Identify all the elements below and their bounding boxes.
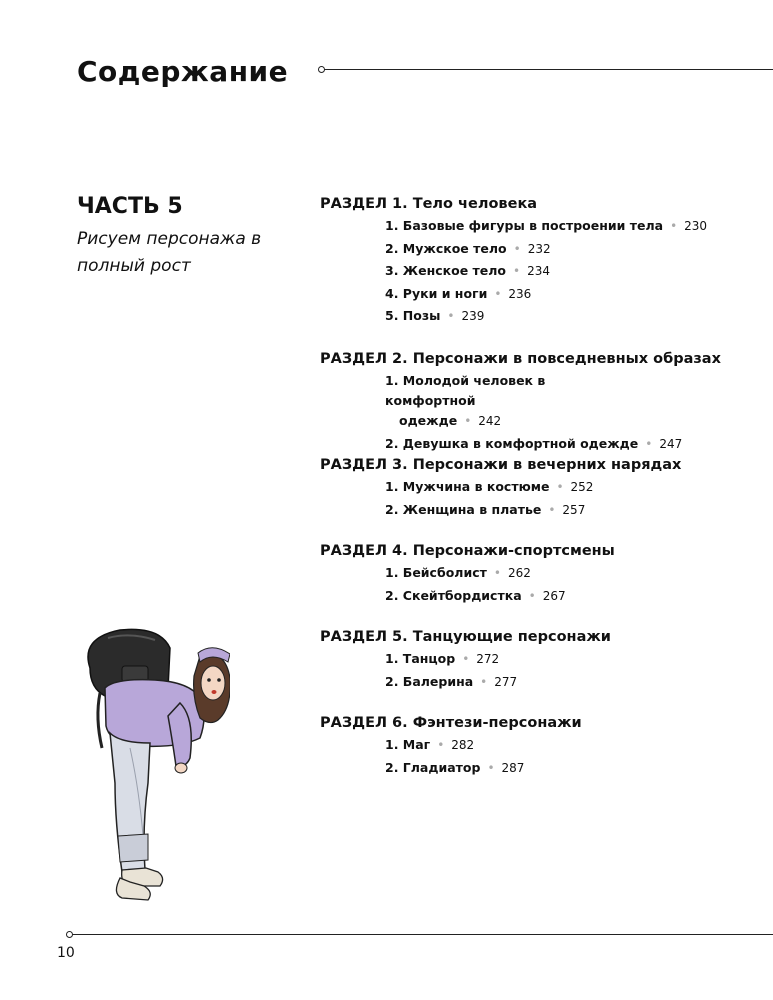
entry-list <box>385 649 760 692</box>
toc-section <box>320 453 760 539</box>
entry-label: 2. Гладиатор <box>385 759 481 775</box>
entry-label: 1. Мужчина в костюме <box>385 479 550 494</box>
bullet-separator: • <box>480 674 488 689</box>
section-title: РАЗДЕЛ 1. Тело человека <box>320 196 538 212</box>
section-title: РАЗДЕЛ 2. Персонажи в повседневных образах <box>320 351 721 367</box>
entry-page-number: 234 <box>527 264 550 278</box>
toc-entry[interactable] <box>385 239 760 259</box>
bullet-separator: • <box>548 502 556 517</box>
toc-entry[interactable] <box>385 758 760 778</box>
toc-entry[interactable] <box>385 563 760 583</box>
page-number: 10 <box>57 945 75 961</box>
entry-page-number: 272 <box>476 652 500 666</box>
entry-list <box>385 477 760 520</box>
entry-page-number: 232 <box>527 241 551 256</box>
entry-page-number: 242 <box>478 414 502 428</box>
entry-list <box>385 371 760 454</box>
entry-label: 4. Руки и ноги <box>385 285 488 301</box>
part-subtitle: Рисуем персонажа в полный рост <box>77 229 262 276</box>
section-title: РАЗДЕЛ 4. Персонажи-спортсмены <box>320 543 615 559</box>
title-divider <box>322 69 773 70</box>
entry-page-number: 247 <box>659 436 683 451</box>
bullet-separator: • <box>494 286 502 301</box>
footer-divider <box>70 934 773 935</box>
entry-label: 2. Мужское тело <box>385 240 507 256</box>
entry-list <box>385 216 760 326</box>
section-title: РАЗДЕЛ 6. Фэнтези-персонажи <box>320 715 582 731</box>
table-of-contents <box>320 192 760 797</box>
entry-page-number: 257 <box>562 502 586 517</box>
toc-entry[interactable] <box>385 500 760 520</box>
entry-label: 1. Бейсболист <box>385 565 487 580</box>
toc-entry[interactable] <box>385 434 760 454</box>
bullet-separator: • <box>528 588 536 603</box>
entry-page-number: 277 <box>494 674 518 689</box>
bullet-separator: • <box>513 241 521 256</box>
entry-page-number: 252 <box>570 480 594 494</box>
entry-list <box>385 563 760 606</box>
toc-entry[interactable] <box>385 649 760 669</box>
bullet-separator: • <box>513 264 521 278</box>
bullet-separator: • <box>447 309 455 323</box>
toc-section <box>320 625 760 711</box>
entry-label: 2. Скейтбордистка <box>385 587 522 603</box>
girl-with-backpack-illustration <box>60 608 230 908</box>
entry-label: 1. Маг <box>385 737 431 752</box>
entry-page-number: 239 <box>461 309 485 323</box>
page-title: Содержание <box>77 55 289 88</box>
toc-entry[interactable] <box>385 261 760 281</box>
toc-entry[interactable] <box>385 477 760 497</box>
bullet-separator: • <box>462 652 470 666</box>
entry-label: 2. Женщина в платье <box>385 501 542 517</box>
bullet-separator: • <box>437 738 445 752</box>
entry-label: 5. Позы <box>385 308 441 323</box>
toc-entry[interactable] <box>385 672 760 692</box>
bullet-separator: • <box>464 414 472 428</box>
entry-label: 3. Женское тело <box>385 263 506 278</box>
toc-section <box>320 347 760 453</box>
section-title: РАЗДЕЛ 3. Персонажи в вечерних нарядах <box>320 457 682 473</box>
toc-entry[interactable] <box>385 735 760 755</box>
toc-entry[interactable] <box>385 586 760 606</box>
entry-page-number: 287 <box>501 760 525 775</box>
toc-section <box>320 711 760 797</box>
entry-label: 1. Молодой человек в комфортной <box>385 373 546 408</box>
entry-label: 2. Девушка в комфортной одежде <box>385 435 639 451</box>
toc-entry[interactable] <box>385 284 760 304</box>
toc-entry[interactable] <box>385 371 640 431</box>
entry-page-number: 282 <box>451 738 475 752</box>
toc-entry[interactable] <box>385 306 760 326</box>
entry-list <box>385 735 760 778</box>
entry-label: 1. Базовые фигуры в построении тела <box>385 218 664 233</box>
toc-section <box>320 539 760 625</box>
entry-label: 1. Танцор <box>385 651 456 666</box>
entry-label-continued: одежде <box>399 413 458 428</box>
entry-page-number: 267 <box>542 588 566 603</box>
bullet-separator: • <box>556 480 564 494</box>
toc-entry[interactable] <box>385 216 760 236</box>
entry-label: 2. Балерина <box>385 673 474 689</box>
entry-page-number: 236 <box>508 286 532 301</box>
entry-page-number: 230 <box>684 219 708 233</box>
bullet-separator: • <box>493 566 501 580</box>
bullet-separator: • <box>645 436 653 451</box>
section-title: РАЗДЕЛ 5. Танцующие персонажи <box>320 629 611 645</box>
part-label: ЧАСТЬ 5 <box>77 194 183 219</box>
bullet-separator: • <box>670 219 678 233</box>
toc-section <box>320 192 760 347</box>
entry-page-number: 262 <box>507 566 531 580</box>
bullet-separator: • <box>487 760 495 775</box>
